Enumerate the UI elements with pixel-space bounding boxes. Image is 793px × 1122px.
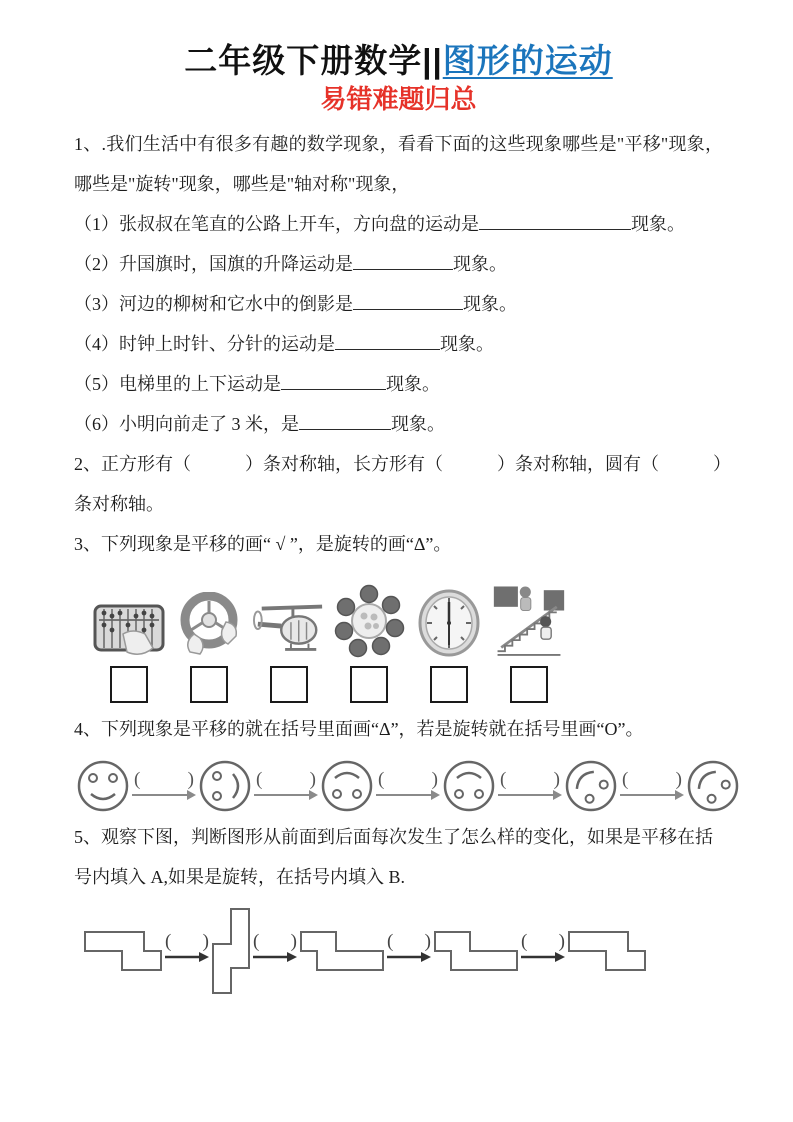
arrow-icon	[254, 789, 318, 801]
paren-open: (	[622, 769, 629, 790]
question-5-sequence	[84, 901, 723, 1001]
smiley-face-icon	[553, 748, 629, 824]
paren-close: )	[553, 769, 560, 790]
item-text: （6）小明向前走了 3 米，是	[74, 414, 299, 434]
ferris-wheel-icon	[332, 584, 406, 658]
sequence-connector	[385, 933, 433, 963]
question-1-item-1	[74, 204, 723, 244]
arrow-icon	[376, 789, 440, 801]
question-5-prompt: 5、观察下图，判断图形从前面到后面每次发生了怎么样的变化，如果是平移在括号内填入 A,如果是旋转，在括号内填入 B.	[74, 827, 713, 887]
arrow-icon	[521, 951, 565, 963]
paren-close: )	[309, 769, 316, 790]
paren-open: (	[378, 769, 385, 790]
item-suffix: 现象。	[453, 254, 507, 274]
question-1-item-4	[74, 324, 723, 364]
sequence-connector	[131, 771, 197, 801]
item-text: （5）电梯里的上下运动是	[74, 374, 281, 394]
paren-open: (	[165, 931, 172, 952]
arrow-icon	[620, 789, 684, 801]
answer-blank	[353, 251, 453, 270]
arrow-icon	[165, 951, 209, 963]
smiley-face-icon	[320, 759, 374, 813]
paren-open: (	[253, 931, 260, 952]
question-3-answer-boxes	[92, 666, 723, 703]
answer-blank	[479, 211, 631, 230]
question-1-intro: 1、.我们生活中有很多有趣的数学现象，看看下面的这些现象哪些是"平移"现象，哪些是"旋转"现象，哪些是"轴对称"现象，	[74, 134, 723, 194]
answer-box	[350, 666, 388, 703]
z-shape-vertical	[212, 908, 250, 994]
answer-blank	[353, 291, 463, 310]
paren-open: (	[387, 931, 394, 952]
arrow-icon	[387, 951, 431, 963]
item-suffix: 现象。	[386, 374, 440, 394]
paren-open: (	[521, 931, 528, 952]
s-shape-horizontal	[300, 931, 384, 971]
paren-close: )	[431, 769, 438, 790]
paren-open: (	[500, 769, 507, 790]
answer-box	[270, 666, 308, 703]
paren-close: )	[424, 931, 431, 952]
item-suffix: 现象。	[391, 414, 445, 434]
sequence-connector	[519, 933, 567, 963]
question-4-prompt: 4、下列现象是平移的就在括号里面画“Δ”，若是旋转就在括号里画“O”。	[74, 719, 644, 739]
page-title	[74, 40, 723, 82]
paren-open: (	[134, 769, 141, 790]
sequence-connector	[253, 771, 319, 801]
sequence-connector	[375, 771, 441, 801]
z-shape-horizontal	[84, 931, 162, 971]
answer-box	[190, 666, 228, 703]
paren-close: )	[675, 769, 682, 790]
paren-close: )	[187, 769, 194, 790]
question-1-item-6	[74, 404, 723, 444]
answer-box	[430, 666, 468, 703]
question-3-images	[92, 570, 723, 658]
question-1-item-5	[74, 364, 723, 404]
clock-icon	[412, 588, 486, 658]
paren-close: )	[290, 931, 297, 952]
smiley-face-icon	[198, 759, 252, 813]
question-3-prompt: 3、下列现象是平移的画“ √ ”，是旋转的画“Δ”。	[74, 534, 452, 554]
item-text: （2）升国旗时，国旗的升降运动是	[74, 254, 353, 274]
question-4-sequence	[76, 759, 723, 813]
escalator-icon	[492, 576, 566, 658]
item-text: （4）时钟上时针、分针的运动是	[74, 334, 335, 354]
item-suffix: 现象。	[463, 294, 517, 314]
item-suffix: 现象。	[631, 214, 685, 234]
answer-blank	[299, 411, 391, 430]
sequence-connector	[251, 933, 299, 963]
answer-blank	[281, 371, 386, 390]
item-text: （3）河边的柳树和它水中的倒影是	[74, 294, 353, 314]
smiley-face-icon	[675, 748, 751, 824]
answer-blank	[335, 331, 440, 350]
question-1-item-2	[74, 244, 723, 284]
arrow-icon	[498, 789, 562, 801]
arrow-icon	[253, 951, 297, 963]
paren-close: )	[558, 931, 565, 952]
s-shape-horizontal	[434, 931, 518, 971]
z-shape-horizontal	[568, 931, 646, 971]
page-subtitle: 易错难题归总	[320, 84, 477, 114]
smiley-face-icon	[76, 759, 130, 813]
paren-open: (	[256, 769, 263, 790]
abacus-icon	[92, 604, 166, 658]
steering-wheel-icon	[172, 592, 246, 658]
sequence-connector	[163, 933, 211, 963]
arrow-icon	[132, 789, 196, 801]
helicopter-icon	[252, 600, 326, 658]
smiley-face-icon	[442, 759, 496, 813]
answer-box	[110, 666, 148, 703]
item-suffix: 现象。	[440, 334, 494, 354]
question-2: 2、正方形有（ ）条对称轴，长方形有（ ）条对称轴，圆有（ ）条对称轴。	[74, 454, 722, 514]
title-blue-part: 图形的运动	[442, 42, 613, 79]
paren-close: )	[202, 931, 209, 952]
question-1-item-3	[74, 284, 723, 324]
title-black-part: 二年级下册数学||	[184, 42, 443, 79]
item-text: （1）张叔叔在笔直的公路上开车，方向盘的运动是	[74, 214, 479, 234]
answer-box	[510, 666, 548, 703]
